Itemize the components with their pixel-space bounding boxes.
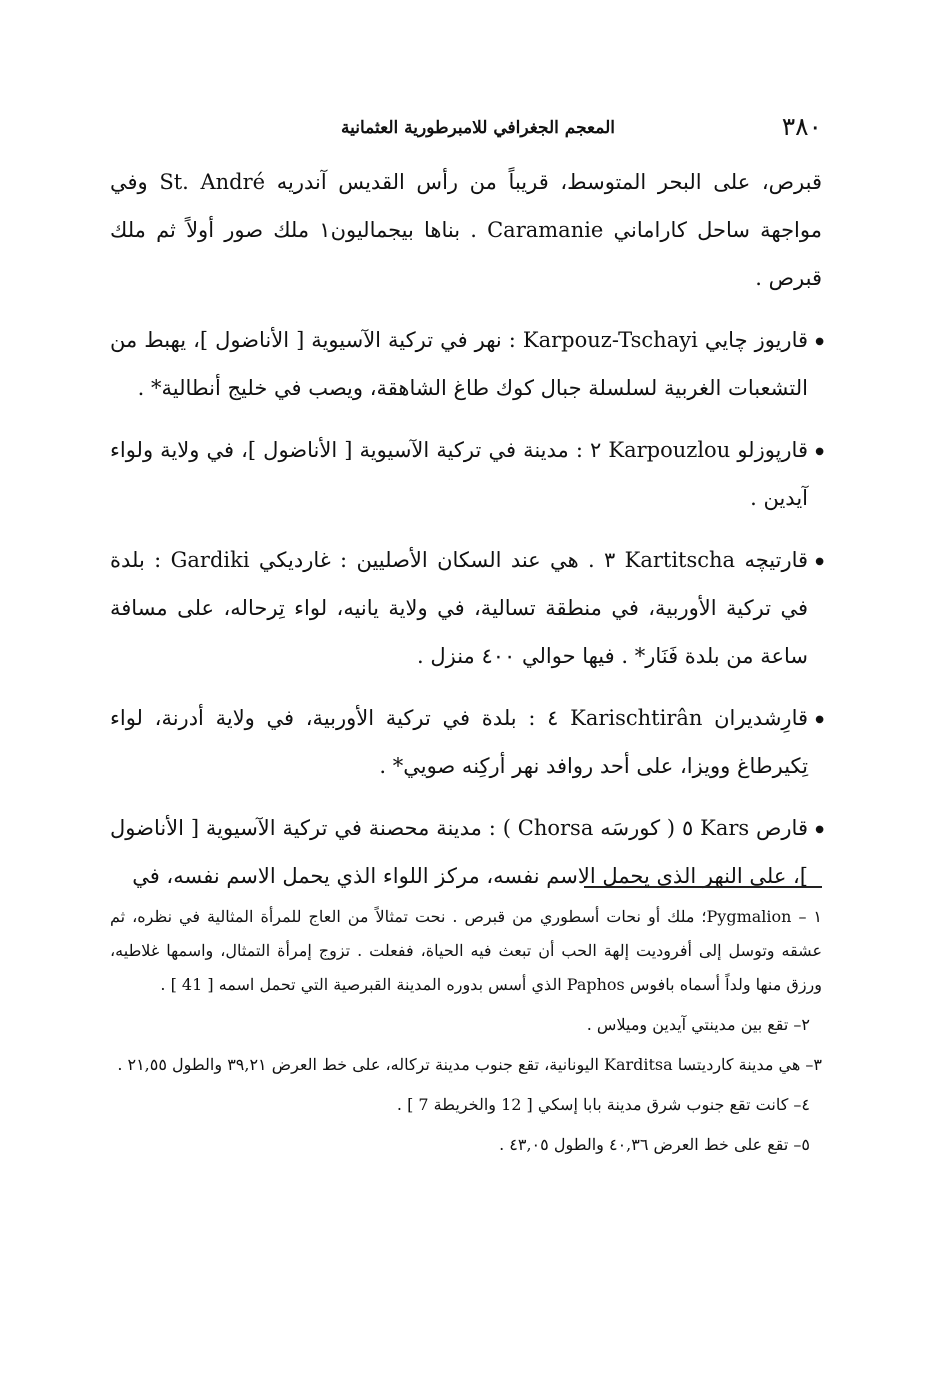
entry-kartitscha [110,536,822,680]
entry-text: ● قارِشديران Karischtirân ٤ : بلدة في تركية الأوربية، في ولاية أدرنة، لواء تِكيرطاغ وويزا، على أحد روافد نهر أركِنه صويي* . [110,706,809,778]
entry-paragraph [110,158,822,302]
page-header [110,112,822,148]
footnotes [110,900,822,1168]
footnote-3: ٣– هي مدينة كارديتسا Karditsa اليونانية، تقع جنوب مدينة تركاله، على خط العرض ٣٩,٢١ والطول ٢١,٥٥ . [117,1055,822,1074]
entry-text: ● قارپوزلو Karpouzlou ٢ : مدينة في تركية الآسيوية [ الأناضول ]، في ولاية ولواء آيدين . [110,438,808,510]
footnote-5: ٥– تقع على خط العرض ٤٠,٣٦ والطول ٤٣,٠٥ . [499,1135,810,1154]
footnote-1: ١ – Pygmalion؛ ملك أو نحات أسطوري من قبرص . نحت تمثالاً من العاج للمرأة المثالية في نظره، ثم عشقه وتوسل إلى أفروديت إلهة الحب أن تبعث فيه الحياة، ففعلت . تزوج إمرأة التمثال، واسمها غلاطيه، ورزق منها ولداً أسماه بافوس Paphos الذي أسس بدوره المدينة القبرصية التي تحمل اسمه [ 41 ] . [110,907,823,994]
footnote-4: ٤– كانت تقع جنوب شرق مدينة بابا إسكي [ 12 والخريطة 7 ] . [396,1095,810,1114]
entry-text: ● قاريوز چايي Karpouz-Tschayi : نهر في تركية الآسيوية [ الأناضول ]، يهبط من التشعبات الغربية لسلسلة جبال كوك طاغ الشاهقة، ويصب في خليج أنطالية* . [110,328,809,400]
main-text [110,158,822,900]
entry-text: ● قارص Kars ٥ ( كورسَه Chorsa ) : مدينة محصنة في تركية الآسيوية [ الأناضول ]، على النهر الذي يحمل الاسم نفسه، مركز اللواء الذي يحمل الاسم نفسه، في [110,816,808,888]
footnote-separator [584,886,822,888]
page-number: ٣٨٠ [781,112,822,141]
entry-text: ● قارتيچه Kartitscha ٣ . هي عند السكان الأصليين : غارديكي Gardiki : بلدة في تركية الأوربية، في منطقة تسالية، في ولاية يانيه، لواء تِرحاله، على مسافة ساعة من بلدة فَنَار* . فيها حوالي ٤٠٠ منزل . [110,548,809,668]
entry-text: قبرص، على البحر المتوسط، قريباً من رأس القديس آندريه St. André وفي مواجهة ساحل كاراماني Caramanie . بناها بيجماليون١ ملك صور أولاً ثم ملك قبرص . [110,170,823,290]
entry-karpouzlou [110,426,822,522]
running-title: المعجم الجغرافي للامبرطورية العثمانية [341,118,615,138]
entry-karpouz-tschayi [110,316,822,412]
footnote-2: ٢– تقع بين مدينتي آيدين وميلاس . [586,1015,810,1034]
entry-karischtiran [110,694,822,790]
